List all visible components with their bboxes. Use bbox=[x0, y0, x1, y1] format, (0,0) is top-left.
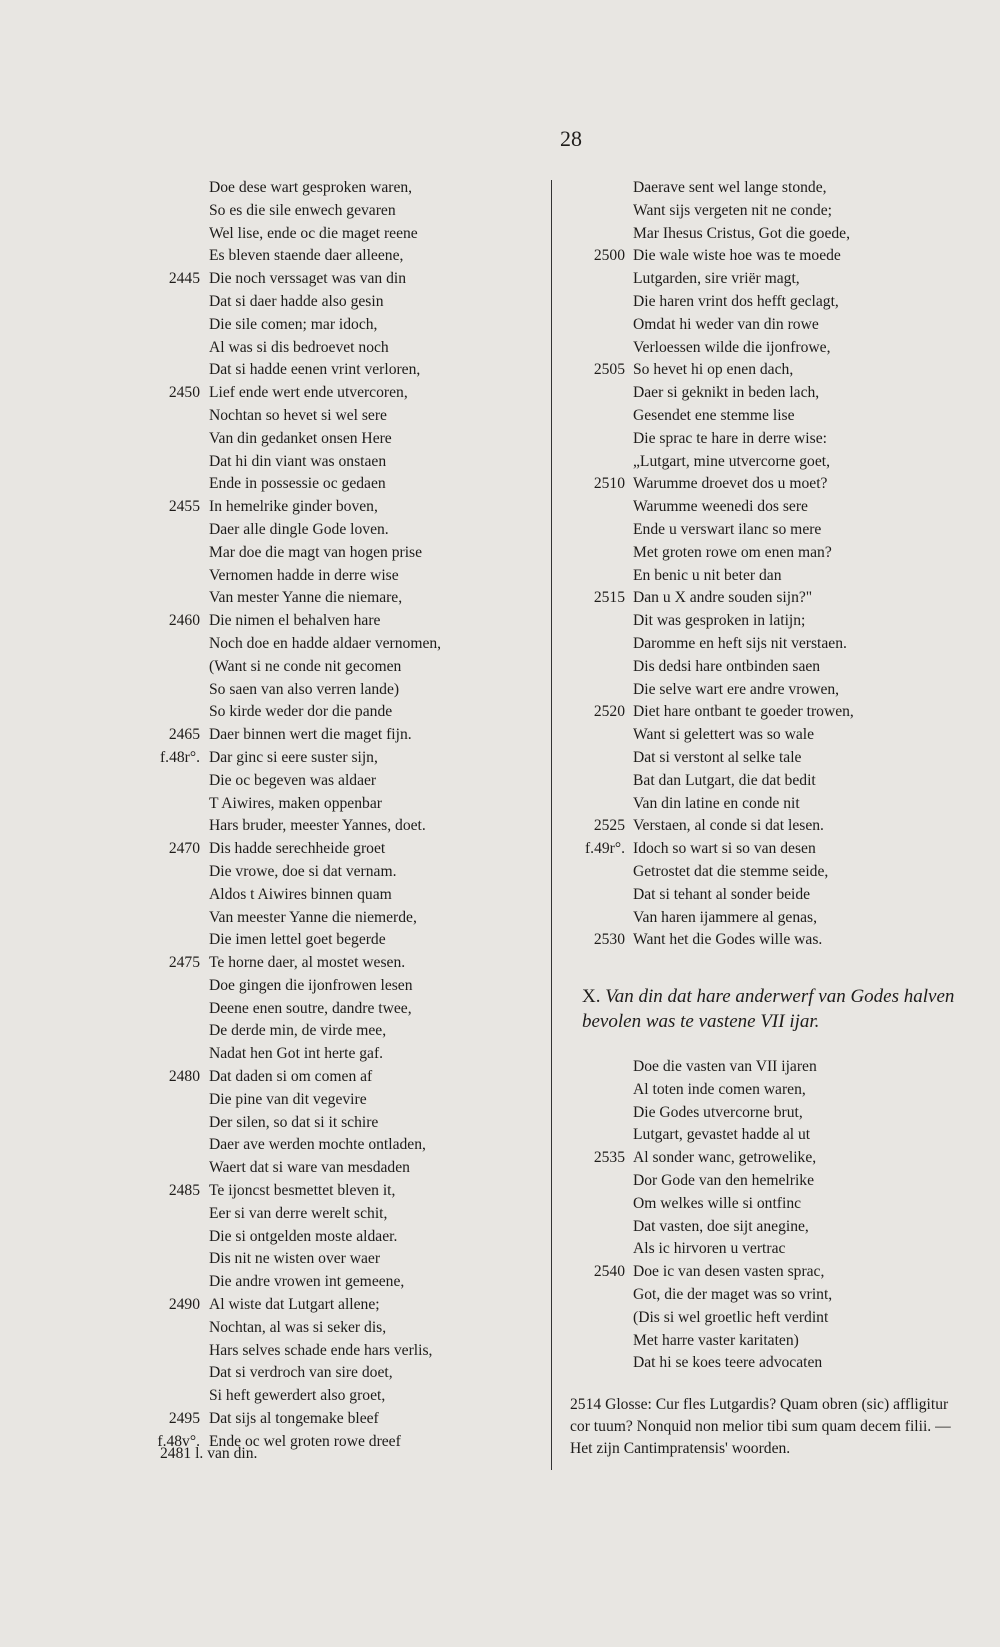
verse-text: Bat dan Lutgart, die dat bedit bbox=[633, 771, 816, 789]
verse-line bbox=[120, 701, 550, 724]
verse-line bbox=[120, 496, 550, 519]
verse-text: Omdat hi weder van din rowe bbox=[633, 315, 819, 333]
verse-text: Dat hi se koes teere advocaten bbox=[633, 1354, 823, 1372]
verse-line bbox=[560, 1352, 980, 1375]
verse-line bbox=[560, 1307, 980, 1330]
verse-line bbox=[120, 223, 550, 246]
verse-line bbox=[560, 268, 980, 291]
right-verse-column bbox=[560, 177, 980, 952]
verse-text: Doe gingen die ijonfrowen lesen bbox=[209, 976, 413, 994]
verse-text: In hemelrike ginder boven, bbox=[209, 498, 378, 516]
verse-line bbox=[560, 587, 980, 610]
verse-line bbox=[560, 496, 980, 519]
verse-line bbox=[120, 428, 550, 451]
verse-line bbox=[560, 1147, 980, 1170]
verse-text: Dat si verdroch van sire doet, bbox=[209, 1364, 393, 1382]
verse-text: Dat daden si om comen af bbox=[209, 1068, 373, 1086]
verse-line bbox=[120, 1248, 550, 1271]
verse-text: (Dis si wel groetlic heft verdint bbox=[633, 1308, 829, 1326]
verse-text: Die si ontgelden moste aldaer. bbox=[209, 1227, 398, 1245]
verse-line bbox=[120, 405, 550, 428]
verse-line bbox=[120, 565, 550, 588]
column-divider bbox=[551, 180, 552, 1470]
verse-text: Dit was gesproken in latijn; bbox=[633, 612, 806, 630]
verse-text: Dan u X andre souden sijn?" bbox=[633, 589, 813, 607]
verse-line bbox=[560, 884, 980, 907]
verse-text: Idoch so wart si so van desen bbox=[633, 840, 816, 858]
verse-line bbox=[120, 724, 550, 747]
verse-line bbox=[120, 245, 550, 268]
verse-line bbox=[560, 838, 980, 861]
verse-text: Die imen lettel goet begerde bbox=[209, 931, 386, 949]
verse-line bbox=[560, 1170, 980, 1193]
verse-text: Te horne daer, al mostet wesen. bbox=[209, 954, 406, 972]
verse-text: Wel lise, ende oc die maget reene bbox=[209, 224, 418, 242]
verse-text: Daer binnen wert die maget fijn. bbox=[209, 726, 412, 744]
verse-line bbox=[560, 815, 980, 838]
verse-line bbox=[120, 815, 550, 838]
verse-text: Die oc begeven was aldaer bbox=[209, 771, 377, 789]
line-number: 2490 bbox=[168, 1296, 200, 1314]
verse-text: Dis hadde serechheide groet bbox=[209, 840, 386, 858]
verse-line bbox=[560, 907, 980, 930]
verse-text: Lutgarden, sire vriër magt, bbox=[633, 270, 800, 288]
verse-line bbox=[120, 1340, 550, 1363]
line-number: 2480 bbox=[168, 1068, 200, 1086]
verse-line bbox=[560, 1238, 980, 1261]
verse-text: Dat hi din viant was onstaen bbox=[209, 452, 387, 470]
chapter-verse-block bbox=[560, 1056, 980, 1375]
line-number: 2455 bbox=[168, 498, 200, 516]
verse-line bbox=[560, 656, 980, 679]
verse-text: Si heft gewerdert also groet, bbox=[209, 1387, 386, 1405]
verse-text: Nochtan so hevet si wel sere bbox=[209, 406, 387, 424]
verse-line bbox=[120, 975, 550, 998]
verse-text: Als ic hirvoren u vertrac bbox=[633, 1240, 786, 1258]
verse-text: Diet hare ontbant te goeder trowen, bbox=[633, 703, 854, 721]
verse-text: Daerave sent wel lange stonde, bbox=[633, 179, 827, 196]
verse-line bbox=[120, 1043, 550, 1066]
verse-line bbox=[560, 405, 980, 428]
verse-line bbox=[120, 291, 550, 314]
line-number: 2515 bbox=[593, 589, 625, 607]
verse-line bbox=[120, 268, 550, 291]
verse-line bbox=[120, 177, 550, 200]
verse-text: Es bleven staende daer alleene, bbox=[209, 247, 404, 265]
verse-text: Warumme droevet dos u moet? bbox=[633, 475, 828, 493]
verse-line bbox=[560, 1079, 980, 1102]
verse-line bbox=[120, 747, 550, 770]
verse-text: Te ijoncst besmettet bleven it, bbox=[209, 1182, 396, 1200]
verse-text: Verstaen, al conde si dat lesen. bbox=[633, 817, 824, 835]
verse-line bbox=[120, 1271, 550, 1294]
verse-line bbox=[560, 610, 980, 633]
verse-text: Doe ic van desen vasten sprac, bbox=[633, 1263, 825, 1281]
verse-text: Van din latine en conde nit bbox=[633, 794, 800, 812]
verse-text: Die wale wiste hoe was te moede bbox=[633, 247, 841, 265]
verse-line bbox=[560, 724, 980, 747]
verse-line bbox=[120, 861, 550, 884]
verse-text: Om welkes wille si ontfinc bbox=[633, 1194, 802, 1212]
verse-line bbox=[120, 633, 550, 656]
verse-text: So es die sile enwech gevaren bbox=[209, 201, 396, 219]
verse-line bbox=[120, 1294, 550, 1317]
verse-line bbox=[560, 1193, 980, 1216]
verse-text: Al was si dis bedroevet noch bbox=[209, 338, 389, 356]
line-number: 2450 bbox=[168, 384, 200, 402]
line-number: 2525 bbox=[593, 817, 625, 835]
verse-text: Dat si verstont al selke tale bbox=[633, 748, 802, 766]
verse-text: Die Godes utvercorne brut, bbox=[633, 1103, 803, 1121]
verse-text: Daer si geknikt in beden lach, bbox=[633, 384, 820, 402]
line-number: 2535 bbox=[593, 1149, 625, 1167]
line-number: 2500 bbox=[593, 247, 625, 265]
verse-line bbox=[560, 314, 980, 337]
verse-text: Dat si hadde eenen vrint verloren, bbox=[209, 361, 421, 379]
verse-text: Met groten rowe om enen man? bbox=[633, 543, 832, 561]
line-number: 2445 bbox=[168, 270, 200, 288]
line-number: 2475 bbox=[168, 954, 200, 972]
verse-text: So saen van also verren lande) bbox=[209, 680, 400, 698]
verse-line bbox=[560, 245, 980, 268]
verse-text: Doe die vasten van VII ijaren bbox=[633, 1058, 817, 1075]
verse-line bbox=[560, 1284, 980, 1307]
verse-line bbox=[120, 838, 550, 861]
line-number: 2530 bbox=[593, 931, 625, 949]
line-number: 2465 bbox=[168, 726, 200, 744]
line-number: 2540 bbox=[593, 1263, 625, 1281]
verse-text: Dor Gode van den hemelrike bbox=[633, 1171, 814, 1189]
verse-line bbox=[560, 747, 980, 770]
verse-line bbox=[120, 314, 550, 337]
line-number: f.48r°. bbox=[159, 748, 200, 766]
verse-line bbox=[120, 610, 550, 633]
verse-text: Van din gedanket onsen Here bbox=[209, 429, 392, 447]
verse-line bbox=[560, 1102, 980, 1125]
verse-text: De derde min, de virde mee, bbox=[209, 1022, 387, 1040]
verse-text: T Aiwires, maken oppenbar bbox=[209, 794, 382, 812]
verse-line bbox=[120, 1157, 550, 1180]
page-number: 28 bbox=[560, 126, 582, 151]
verse-text: Daer ave werden mochte ontladen, bbox=[209, 1136, 426, 1154]
verse-text: Aldos t Aiwires binnen quam bbox=[209, 885, 392, 903]
line-number: 2470 bbox=[168, 840, 200, 858]
verse-text: Verloessen wilde die ijonfrowe, bbox=[633, 338, 831, 356]
verse-line bbox=[560, 223, 980, 246]
verse-text: Van meester Yanne die niemerde, bbox=[209, 908, 417, 926]
verse-text: Der silen, so dat si it schire bbox=[209, 1113, 379, 1131]
line-number: 2520 bbox=[593, 703, 625, 721]
verse-line bbox=[560, 861, 980, 884]
verse-text: Noch doe en hadde aldaer vernomen, bbox=[209, 634, 442, 652]
verse-text: Dat si tehant al sonder beide bbox=[633, 885, 811, 903]
verse-line bbox=[560, 1261, 980, 1284]
verse-line bbox=[560, 291, 980, 314]
verse-text: Lief ende wert ende utvercoren, bbox=[209, 384, 408, 402]
verse-line bbox=[560, 1330, 980, 1353]
verse-text: Mar Ihesus Cristus, Got die goede, bbox=[633, 224, 850, 242]
verse-text: Waert dat si ware van mesdaden bbox=[209, 1159, 410, 1177]
verse-line bbox=[120, 519, 550, 542]
verse-line bbox=[120, 1089, 550, 1112]
verse-text: Van haren ijammere al genas, bbox=[633, 908, 818, 926]
right-footnote: 2514 Glosse: Cur fles Lutgardis? Quam obren (sic) affligitur cor tuum? Nonquid non melior tibi sum quam decem filii. — Het zijn Cantimpratensis' woorden. bbox=[570, 1396, 951, 1457]
verse-line bbox=[120, 884, 550, 907]
verse-text: Die sprac te hare in derre wise: bbox=[633, 429, 827, 447]
verse-line bbox=[560, 542, 980, 565]
verse-text: Dar ginc si eere suster sijn, bbox=[209, 748, 378, 766]
verse-line bbox=[120, 793, 550, 816]
verse-text: So hevet hi op enen dach, bbox=[633, 361, 794, 379]
line-number: 2485 bbox=[168, 1182, 200, 1200]
verse-line bbox=[120, 1180, 550, 1203]
verse-text: Die andre vrowen int gemeene, bbox=[209, 1273, 405, 1291]
verse-text: Met harre vaster karitaten) bbox=[633, 1331, 799, 1349]
verse-text: Getrostet dat die stemme seide, bbox=[633, 862, 829, 880]
verse-line bbox=[120, 952, 550, 975]
verse-text: Dat sijs al tongemake bleef bbox=[209, 1410, 379, 1428]
verse-line bbox=[560, 1216, 980, 1239]
verse-text: Mar doe die magt van hogen prise bbox=[209, 543, 423, 561]
verse-line bbox=[120, 200, 550, 223]
verse-text: Die nimen el behalven hare bbox=[209, 612, 381, 630]
verse-line bbox=[120, 451, 550, 474]
chapter-number: X. bbox=[582, 986, 601, 1007]
verse-line bbox=[560, 701, 980, 724]
verse-text: Gesendet ene stemme lise bbox=[633, 406, 795, 424]
verse-line bbox=[560, 929, 980, 952]
verse-text: Die haren vrint dos hefft geclagt, bbox=[633, 292, 839, 310]
verse-text: Daromme en heft sijs nit verstaen. bbox=[633, 634, 847, 652]
verse-text: Want sijs vergeten nit ne conde; bbox=[633, 201, 832, 219]
verse-text: Hars bruder, meester Yannes, doet. bbox=[209, 817, 426, 835]
verse-text: Van mester Yanne die niemare, bbox=[209, 589, 403, 607]
verse-text: Dat vasten, doe sijt anegine, bbox=[633, 1217, 809, 1235]
left-verse-column bbox=[120, 177, 550, 1454]
verse-line bbox=[560, 1056, 980, 1079]
verse-line bbox=[120, 1408, 550, 1431]
verse-text: Nadat hen Got int herte gaf. bbox=[209, 1045, 384, 1063]
verse-text: So kirde weder dor die pande bbox=[209, 703, 393, 721]
verse-line bbox=[560, 633, 980, 656]
verse-line bbox=[560, 793, 980, 816]
verse-text: Deene enen soutre, dandre twee, bbox=[209, 999, 412, 1017]
verse-line bbox=[120, 1020, 550, 1043]
verse-line bbox=[120, 337, 550, 360]
verse-text: Warumme weenedi dos sere bbox=[633, 498, 808, 516]
line-number: 2460 bbox=[168, 612, 200, 630]
verse-line bbox=[120, 382, 550, 405]
left-footnote: 2481 l. van din. bbox=[160, 1445, 258, 1462]
verse-text: Al wiste dat Lutgart allene; bbox=[209, 1296, 380, 1314]
verse-line bbox=[560, 565, 980, 588]
verse-line bbox=[120, 1134, 550, 1157]
verse-line bbox=[120, 542, 550, 565]
verse-text: Eer si van derre werelt schit, bbox=[209, 1204, 388, 1222]
line-number: f.48v°. bbox=[157, 1432, 200, 1450]
verse-text: Got, die der maget was so vrint, bbox=[633, 1285, 833, 1303]
verse-line bbox=[120, 929, 550, 952]
verse-line bbox=[120, 1203, 550, 1226]
verse-line bbox=[560, 200, 980, 223]
verse-text: Al sonder wanc, getrowelike, bbox=[633, 1149, 817, 1167]
verse-line bbox=[560, 382, 980, 405]
verse-text: Want si gelettert was so wale bbox=[633, 726, 815, 744]
verse-line bbox=[120, 770, 550, 793]
verse-text: Hars selves schade ende hars verlis, bbox=[209, 1341, 433, 1359]
verse-line bbox=[120, 1112, 550, 1135]
verse-line bbox=[120, 998, 550, 1021]
verse-line bbox=[560, 359, 980, 382]
verse-text: Nochtan, al was si seker dis, bbox=[209, 1318, 387, 1336]
verse-text: Die selve wart ere andre vrowen, bbox=[633, 680, 840, 698]
verse-line bbox=[560, 337, 980, 360]
verse-text: Ende oc wel groten rowe dreef bbox=[209, 1432, 401, 1450]
verse-text: Daer alle dingle Gode loven. bbox=[209, 520, 389, 538]
line-number: 2495 bbox=[168, 1410, 200, 1428]
verse-line bbox=[560, 770, 980, 793]
verse-text: Dat si daer hadde also gesin bbox=[209, 292, 384, 310]
verse-text: Ende in possessie oc gedaen bbox=[209, 475, 386, 493]
verse-line bbox=[120, 359, 550, 382]
verse-text: Lutgart, gevastet hadde al ut bbox=[633, 1126, 811, 1144]
verse-text: Vernomen hadde in derre wise bbox=[209, 566, 399, 584]
verse-text: Dis nit ne wisten over waer bbox=[209, 1250, 381, 1268]
verse-line bbox=[120, 1317, 550, 1340]
verse-line bbox=[120, 587, 550, 610]
chapter-title: Van din dat hare anderwerf van Godes halven bevolen was te vastene VII ijar. bbox=[582, 986, 955, 1032]
verse-text: „Lutgart, mine utvercorne goet, bbox=[633, 452, 831, 470]
verse-line bbox=[120, 1226, 550, 1249]
verse-text: Die noch verssaget was van din bbox=[209, 270, 407, 288]
verse-line bbox=[560, 451, 980, 474]
verse-line bbox=[560, 1124, 980, 1147]
verse-line bbox=[120, 679, 550, 702]
verse-line bbox=[120, 1066, 550, 1089]
verse-line bbox=[560, 428, 980, 451]
verse-text: Doe dese wart gesproken waren, bbox=[209, 179, 413, 196]
verse-line bbox=[120, 656, 550, 679]
verse-line bbox=[120, 1385, 550, 1408]
verse-text: (Want si ne conde nit gecomen bbox=[209, 657, 402, 675]
verse-line bbox=[560, 679, 980, 702]
verse-line bbox=[560, 473, 980, 496]
chapter-heading bbox=[582, 984, 982, 1034]
verse-line bbox=[560, 519, 980, 542]
verse-text: Die pine van dit vegevire bbox=[209, 1090, 367, 1108]
verse-line bbox=[560, 177, 980, 200]
verse-text: Want het die Godes wille was. bbox=[633, 931, 823, 949]
line-number: 2505 bbox=[593, 361, 625, 379]
verse-text: En benic u nit beter dan bbox=[633, 566, 782, 584]
line-number: 2510 bbox=[593, 475, 625, 493]
verse-text: Al toten inde comen waren, bbox=[633, 1080, 806, 1098]
verse-line bbox=[120, 1362, 550, 1385]
verse-text: Ende u verswart ilanc so mere bbox=[633, 520, 822, 538]
verse-text: Die sile comen; mar idoch, bbox=[209, 315, 378, 333]
verse-line bbox=[120, 907, 550, 930]
line-number: f.49r°. bbox=[584, 840, 625, 858]
verse-text: Dis dedsi hare ontbinden saen bbox=[633, 657, 821, 675]
verse-text: Die vrowe, doe si dat vernam. bbox=[209, 862, 397, 880]
verse-line bbox=[120, 473, 550, 496]
